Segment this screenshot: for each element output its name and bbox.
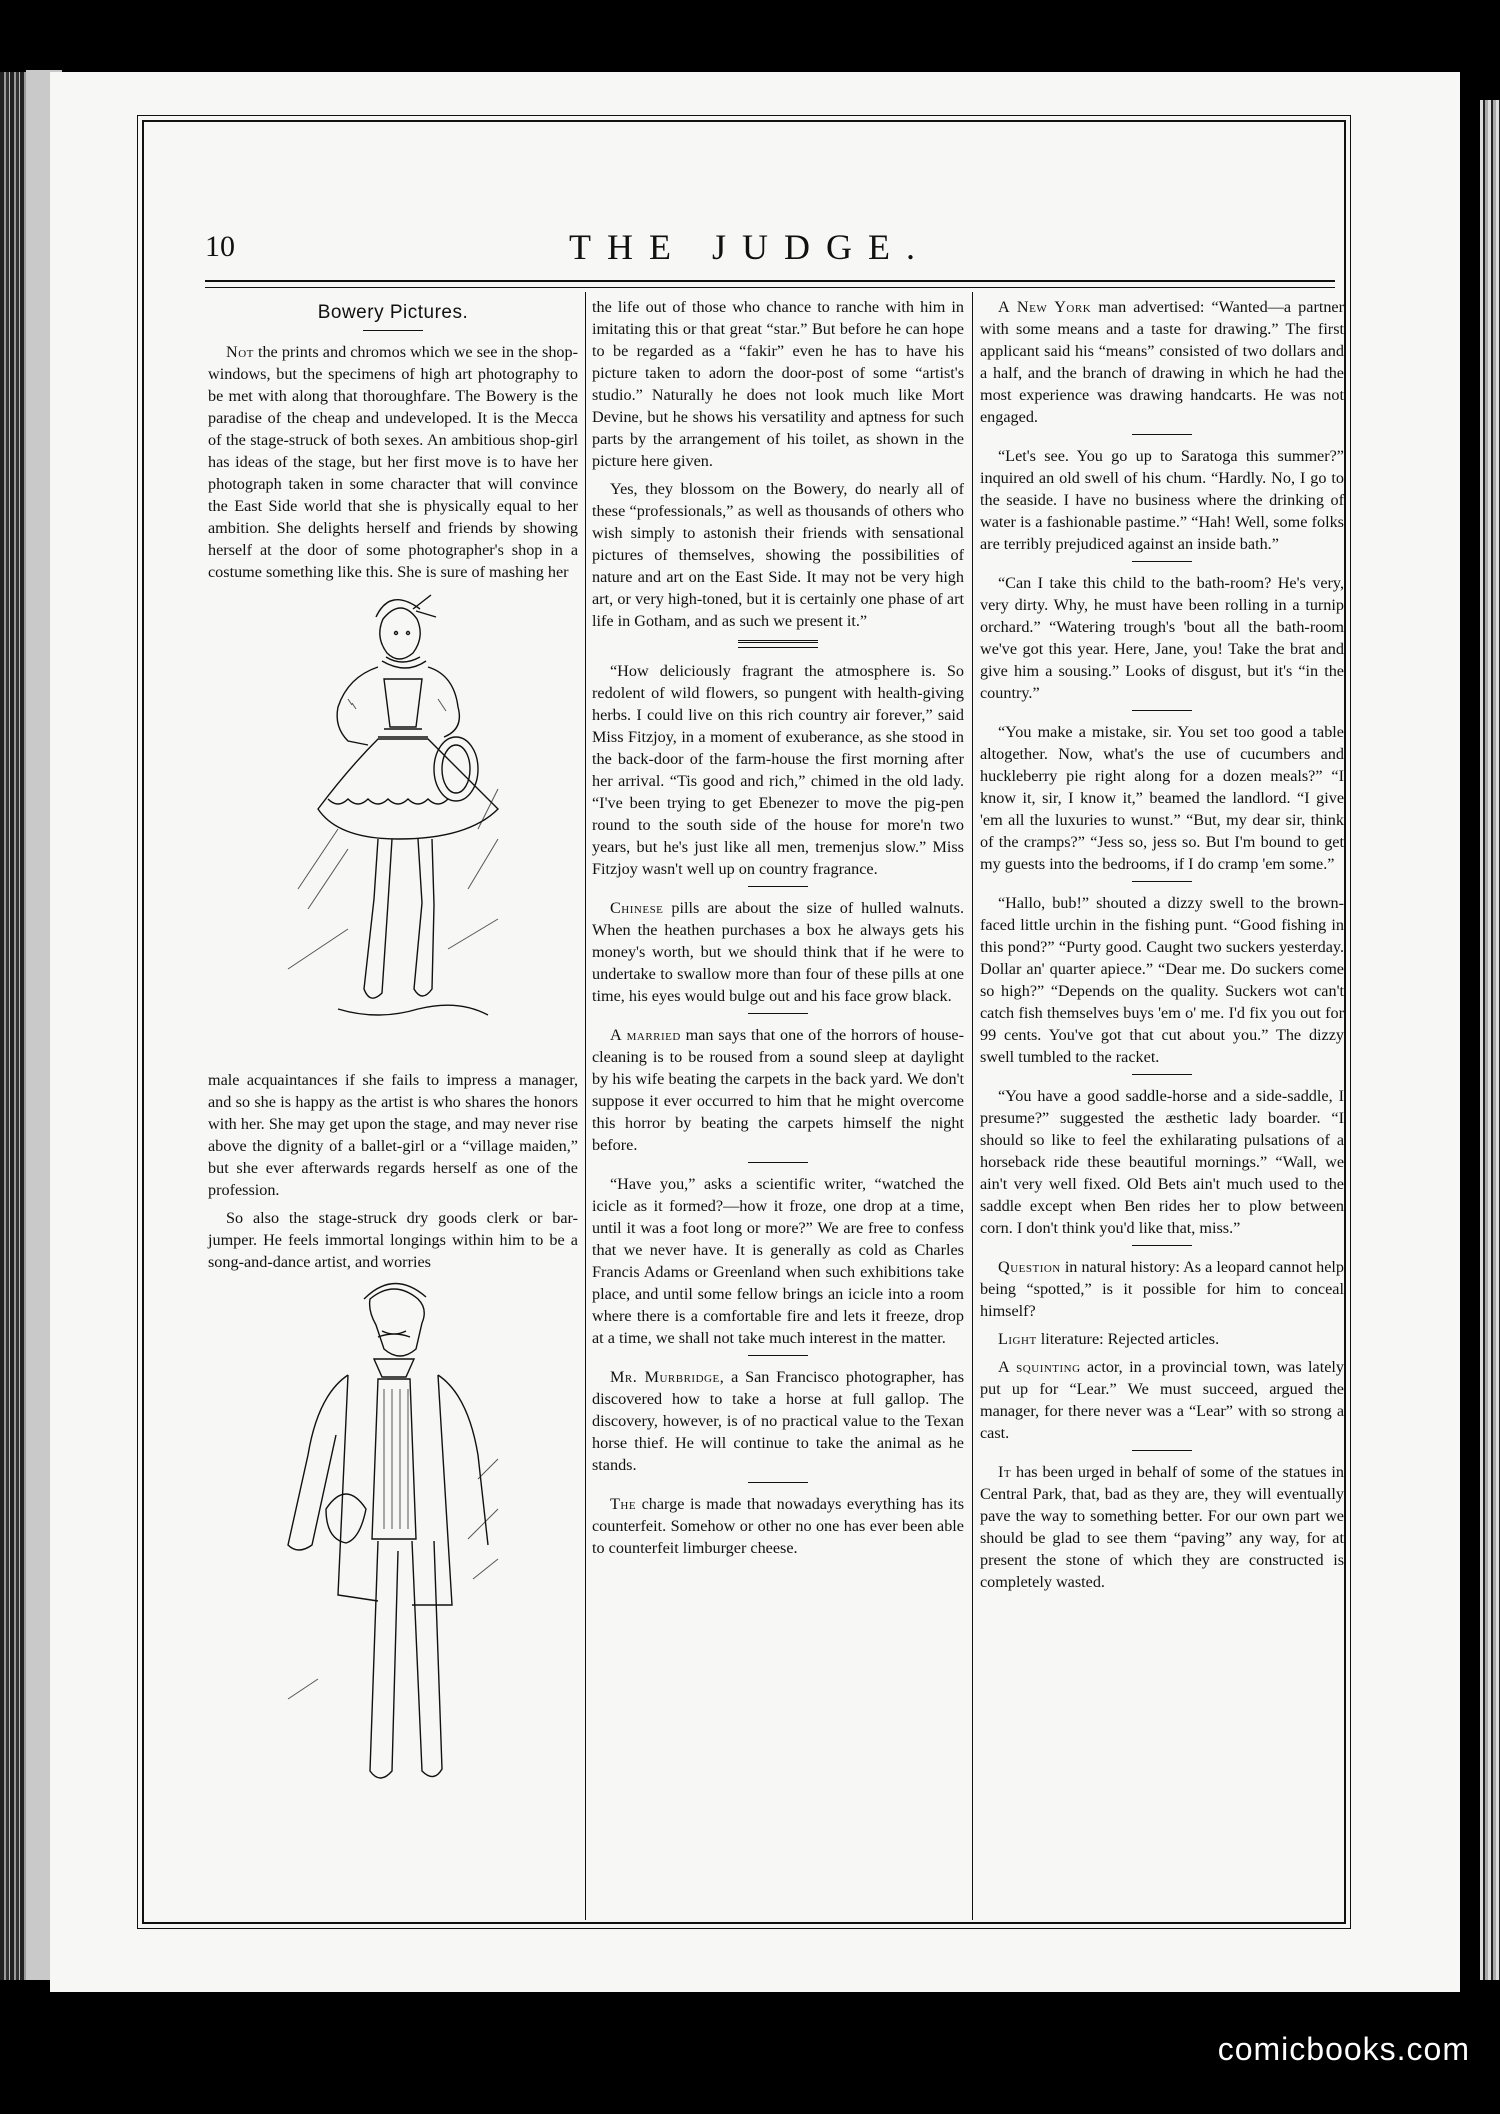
site-watermark: comicbooks.com — [1217, 2031, 1470, 2067]
paragraph — [980, 296, 1344, 428]
paragraph: “Hallo, bub!” shouted a dizzy swell to the brown-faced little urchin in the fishing punt. “Good fishing in this pond?” “Purty good. Caught two suckers yesterday. Dollar an' quarter apiece.” “Dear me. Do suckers come so high?” “Depends on the quality. Suckers wot can't catch fish themselves buys 'em o' me. I'd fix you out for 99 cents. You've got that cut about you.” The dizzy swell tumbled to the racket. — [980, 894, 1344, 1066]
item-rule — [1132, 1450, 1192, 1451]
item-rule — [748, 1482, 808, 1483]
paragraph-text: man advertised: “Wanted—a partner with some means and a taste for drawing.” The first applicant said his “means” consisted of two dollars and a half, and the branch of drawing in which he had the most experience was drawing handcarts. He was not engaged. — [980, 298, 1345, 426]
paragraph — [592, 1493, 964, 1559]
paragraph-text: pills are about the size of hulled walnuts. When the heathen purchases a box he always gets his money's worth, but we should think that if he were to undertake to swallow more than four of these pills at one time, his eyes would bulge out and his face grow black. — [592, 899, 965, 1005]
paragraph-text: in natural history: As a leopard cannot help being “spotted,” is it possible for him to conceal himself? — [980, 1258, 1345, 1320]
section-rule — [738, 640, 818, 648]
item-rule — [1132, 1245, 1192, 1246]
item-rule — [1132, 434, 1192, 435]
item-rule — [748, 1162, 808, 1163]
lead-word: Not — [226, 343, 254, 361]
lead-word: It — [998, 1463, 1012, 1481]
item-rule — [748, 886, 808, 887]
paragraph: the life out of those who chance to ranche with him in imitating this or that great “star.” But before he can hope to be regarded as a “fakir” even he has to have his picture taken to adorn the door-post of some “artist's studio.” Naturally he does not look much like Mort Devine, but he shows his versatility and aptness for such parts by the arrangement of his toilet, as shown in the picture here given. — [592, 298, 964, 470]
paragraph: “Let's see. You go up to Saratoga this summer?” inquired an old swell of his chum. “Hardly. No, I go to the seaside. I have no business where the drinking of water is a fashionable pastime.” “Hah! Well, some folks are terribly prejudiced against an inside bath.” — [980, 447, 1344, 553]
column-divider — [972, 292, 973, 1920]
item-rule — [1132, 881, 1192, 882]
paragraph — [208, 341, 578, 583]
story-title: Bowery Pictures. — [317, 302, 469, 323]
paragraph: “Can I take this child to the bath-room? He's very, very dirty. Why, he must have been rolling in a turnip orchard.” “Watering trough's 'bout all the bath-room we've got this year. Here, Jane, you! Take the brat and give him a sousing.” Looks of disgust, but it's “in the country.” — [980, 574, 1344, 702]
lead-word: Mr. Murbridge, — [610, 1368, 725, 1386]
paragraph — [980, 1256, 1344, 1322]
header-rule — [205, 280, 1335, 282]
lead-word: The — [610, 1495, 637, 1513]
paragraph: Yes, they blossom on the Bowery, do nearly all of these “professionals,” as well as thousands of others who wish simply to astonish their friends with sensational pictures of themselves, showing the possibilities of nature and art on the East Side. It may not be very high art, or very high-toned, but it is certainly one phase of art life in Gotham, and as such we present it.” — [592, 480, 964, 630]
paragraph: “You have a good saddle-horse and a side-saddle, I presume?” suggested the æsthetic lady boarder. “I should so like to feel the exhilarating pulsations of a horseback ride these beautiful mornings.” “Wall, we ain't very well fixed. Old Bets ain't much used to the saddle except when Ben rides her to plow between corn. I don't think you'd like that, miss.” — [980, 1087, 1344, 1237]
lead-word: Light — [998, 1330, 1037, 1348]
lead-word: A married — [610, 1026, 681, 1044]
paragraph-text: actor, in a provincial town, was lately put up for “Lear.” We must succeed, argued the manager, for there never was a “Lear” with so strong a cast. — [980, 1358, 1344, 1442]
lead-word: Question — [998, 1258, 1061, 1276]
paragraph-text: has been urged in behalf of some of the statues in Central Park, that, bad as they are, they will eventually pave the way to something better. For our own part we should be glad to see them “paving” any way, for at present the stone of which they are constructed is completely wasted. — [980, 1463, 1344, 1591]
paragraph — [980, 1356, 1344, 1444]
paragraph: So also the stage-struck dry goods clerk or bar-jumper. He feels immortal longings within him to be a song-and-dance artist, and worries — [208, 1209, 578, 1271]
item-rule — [1132, 1074, 1192, 1075]
paragraph — [980, 1328, 1344, 1350]
column-1 — [208, 296, 578, 1829]
paragraph — [592, 1366, 964, 1476]
column-divider — [585, 292, 586, 1920]
paragraph-text: charge is made that nowadays everything has its counterfeit. Somehow or other no one has ever been able to counterfeit limburger cheese. — [592, 1495, 965, 1557]
right-page-edges — [1480, 100, 1500, 1980]
item-rule — [1132, 710, 1192, 711]
paragraph: male acquaintances if she fails to impress a manager, and so she is happy as the artist is who shares the honors with her. She may get upon the stage, and may never rise above the dignity of a ballet-girl or a “village maiden,” but she ever afterwards regards herself as one of the profession. — [208, 1071, 578, 1199]
ballet-girl-illustration — [278, 589, 508, 1059]
paragraph-text: literature: Rejected articles. — [1040, 1330, 1220, 1348]
title-rule — [363, 330, 423, 331]
page-number: 10 — [205, 230, 235, 263]
column-2 — [592, 296, 964, 1565]
paragraph-text: the prints and chromos which we see in the shop-windows, but the specimens of high art photography to be met with along that thoroughfare. The Bowery is the paradise of the cheap and undeveloped. It is the Mecca of the stage-struck of both sexes. An ambitious shop-girl has ideas of the stage, but her first move is to have her photograph taken in some character that will convince the East Side world that she is physically equal to her ambition. She delights herself and friends by showing herself at the door of some photographer's shop in a costume something like this. She is sure of mashing her — [208, 343, 578, 581]
item-rule — [748, 1013, 808, 1014]
paragraph-text: man says that one of the horrors of house-cleaning is to be roused from a sound sleep at daylight by his wife beating the carpets in the back yard. We don't suppose it ever occurred to him that he might overcome this horror by beating the carpets himself the night before. — [592, 1026, 965, 1154]
masthead-title: THE JUDGE. — [569, 227, 931, 267]
paragraph — [980, 1461, 1344, 1593]
lead-word: A New York — [998, 298, 1092, 316]
item-rule — [748, 1355, 808, 1356]
column-3 — [980, 296, 1344, 1599]
paragraph — [592, 1024, 964, 1156]
lead-word: A squinting — [998, 1358, 1081, 1376]
paragraph: “You make a mistake, sir. You set too good a table altogether. Now, what's the use of cucumbers and huckleberry pie right along for a dozen meals?” “I know it, sir, I know it,” beamed the landlord. “I give 'em all the luxuries to wunst.” “But, my dear sir, think of the cramps?” “Jess so, jess so. But I'm bound to get my guests into the bedrooms, if I do cramp 'em some.” — [980, 723, 1344, 873]
paragraph: “Have you,” asks a scientific writer, “watched the icicle as it formed?—how it froze, one drop at a time, until it was a foot long or more?” We are free to confess that we never have. It is generally as cold as Charles Francis Adams or Greenland when such exhibitions take place, and until some fellow brings an icicle into a room where there is a comfortable fire and lets it freeze, drop at a time, we shall not take much interest in the matter. — [592, 1175, 964, 1347]
paragraph: “How deliciously fragrant the atmosphere is. So redolent of wild flowers, so pungent with health-giving herbs. I could live on this rich country air forever,” said Miss Fitzjoy, in a moment of exuberance, as she stood in the back-door of the farm-house the first morning after her arrival. “Tis good and rich,” chimed in the old lady. “I've been trying to get Ebenezer to move the pig-pen round to the south side of the house for more'n two years, but he's just like all men, tremenjus slow.” Miss Fitzjoy wasn't well up on country fragrance. — [592, 662, 964, 878]
item-rule — [1132, 561, 1192, 562]
lead-word: Chinese — [610, 899, 664, 917]
header-rule-thin — [205, 287, 1335, 288]
dandy-illustration — [278, 1279, 508, 1819]
paragraph-text: a San Francisco photographer, has discovered how to take a horse at full gallop. The discovery, however, is of no practical value to the Texan horse thief. He will continue to take the animal as he stands. — [592, 1368, 964, 1474]
paragraph — [592, 897, 964, 1007]
